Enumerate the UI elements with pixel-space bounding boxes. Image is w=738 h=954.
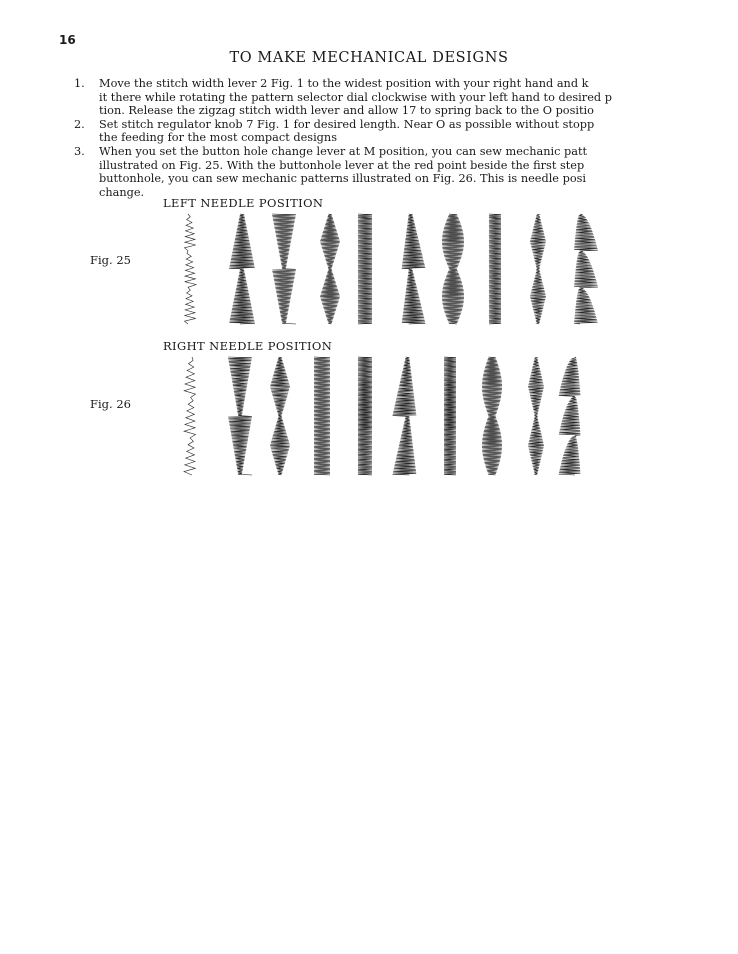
stitch-pattern-2 (229, 214, 255, 324)
instruction-line: the feeding for the most compact designs (99, 131, 337, 145)
right-needle-heading: RIGHT NEEDLE POSITION (163, 339, 333, 353)
instruction-line: tion. Release the zigzag stitch width lever and allow 17 to spring back to the O positio (99, 104, 594, 118)
stitch-pattern-10 (574, 214, 598, 324)
stitch-pattern-6 (402, 214, 426, 324)
fig-26-label: Fig. 26 (90, 397, 131, 411)
instruction-number: 2. (74, 117, 85, 131)
instruction-item (74, 145, 669, 199)
fig-25-stitch-patterns (170, 214, 610, 334)
instruction-line: When you set the button hole change lever at M position, you can sew mechanic patt (99, 144, 588, 158)
left-needle-heading: LEFT NEEDLE POSITION (163, 196, 324, 210)
instruction-item (74, 77, 669, 118)
stitch-pattern-6 (393, 357, 417, 475)
instruction-line: buttonhole, you can sew mechanic patterns illustrated on Fig. 26. This is needle posi (99, 172, 587, 186)
stitch-pattern-4 (314, 357, 330, 475)
instruction-line: Set stitch regulator knob 7 Fig. 1 for desired length. Near O as possible without stopp (99, 117, 595, 131)
instruction-line: it there while rotating the pattern selector dial clockwise with your left hand to desired p (99, 90, 612, 104)
stitch-pattern-1 (184, 357, 196, 475)
instruction-line: Move the stitch width lever 2 Fig. 1 to the widest position with your right hand and k (99, 77, 589, 90)
stitch-pattern-10 (559, 357, 581, 475)
stitch-pattern-8 (482, 357, 502, 475)
stitch-pattern-5 (358, 214, 372, 324)
fig-25-label: Fig. 25 (90, 253, 131, 267)
page-number: 16 (59, 33, 76, 47)
stitch-pattern-7 (442, 214, 464, 324)
stitch-pattern-4 (320, 214, 340, 324)
stitch-pattern-9 (530, 214, 546, 324)
stitch-pattern-3 (272, 214, 296, 324)
stitch-pattern-2 (228, 357, 252, 475)
instruction-list (74, 77, 669, 199)
instruction-item (74, 118, 669, 145)
instruction-number: 1. (74, 77, 85, 90)
page-title: TO MAKE MECHANICAL DESIGNS (229, 50, 509, 66)
stitch-pattern-8 (489, 214, 501, 324)
stitch-pattern-9 (528, 357, 544, 475)
instruction-number: 3. (74, 144, 85, 158)
fig-26-stitch-patterns (170, 357, 610, 482)
stitch-pattern-3 (270, 357, 290, 475)
stitch-pattern-5 (358, 357, 372, 475)
stitch-pattern-7 (444, 357, 456, 475)
instruction-line: change. (99, 185, 145, 199)
stitch-pattern-1 (185, 214, 197, 324)
instruction-line: illustrated on Fig. 25. With the buttonhole lever at the red point beside the first step (99, 158, 585, 172)
